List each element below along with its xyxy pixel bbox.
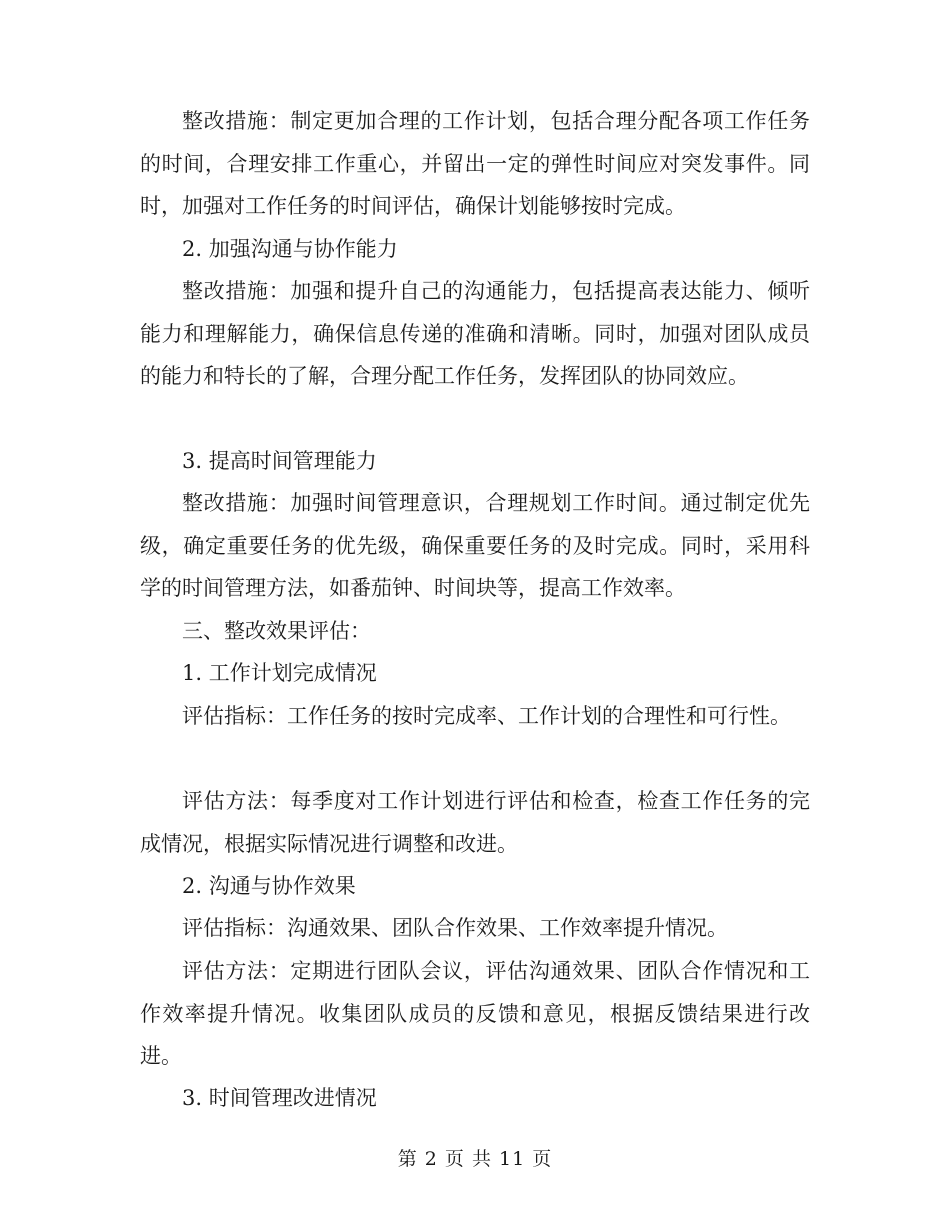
paragraph-communication-methods: 评估方法：定期进行团队会议，评估沟通效果、团队合作情况和工作效率提升情况。收集团队成员的反馈和意见，根据反馈结果进行改进。	[140, 959, 810, 1068]
heading-plan-completion: 1. 工作计划完成情况	[182, 661, 377, 685]
paragraph-communication-measures: 整改措施：加强和提升自己的沟通能力，包括提高表达能力、倾听能力和理解能力，确保信息传递的准确和清晰。同时，加强对团队成员的能力和特长的了解，合理分配工作任务，发挥团队的协同效应。	[140, 279, 810, 388]
heading-communication: 2. 加强沟通与协作能力	[182, 237, 398, 261]
heading-section-three: 三、整改效果评估：	[182, 619, 371, 643]
page-number-footer: 第 2 页 共 11 页	[397, 1148, 553, 1170]
heading-time-management: 3. 提高时间管理能力	[182, 449, 377, 473]
paragraph-plan-methods: 评估方法：每季度对工作计划进行评估和检查，检查工作任务的完成情况，根据实际情况进行调整和改进。	[140, 789, 810, 856]
heading-communication-effect: 2. 沟通与协作效果	[182, 874, 356, 898]
paragraph-time-management-measures: 整改措施：加强时间管理意识，合理规划工作时间。通过制定优先级，确定重要任务的优先级，确保重要任务的及时完成。同时，采用科学的时间管理方法，如番茄钟、时间块等，提高工作效率。	[140, 491, 810, 600]
heading-time-improvement: 3. 时间管理改进情况	[182, 1086, 377, 1110]
paragraph-communication-indicators: 评估指标：沟通效果、团队合作效果、工作效率提升情况。	[182, 916, 728, 940]
paragraph-work-plan-measures: 整改措施：制定更加合理的工作计划，包括合理分配各项工作任务的时间，合理安排工作重心，并留出一定的弹性时间应对突发事件。同时，加强对工作任务的时间评估，确保计划能够按时完成。	[140, 109, 810, 218]
paragraph-plan-indicators: 评估指标：工作任务的按时完成率、工作计划的合理性和可行性。	[182, 704, 791, 728]
